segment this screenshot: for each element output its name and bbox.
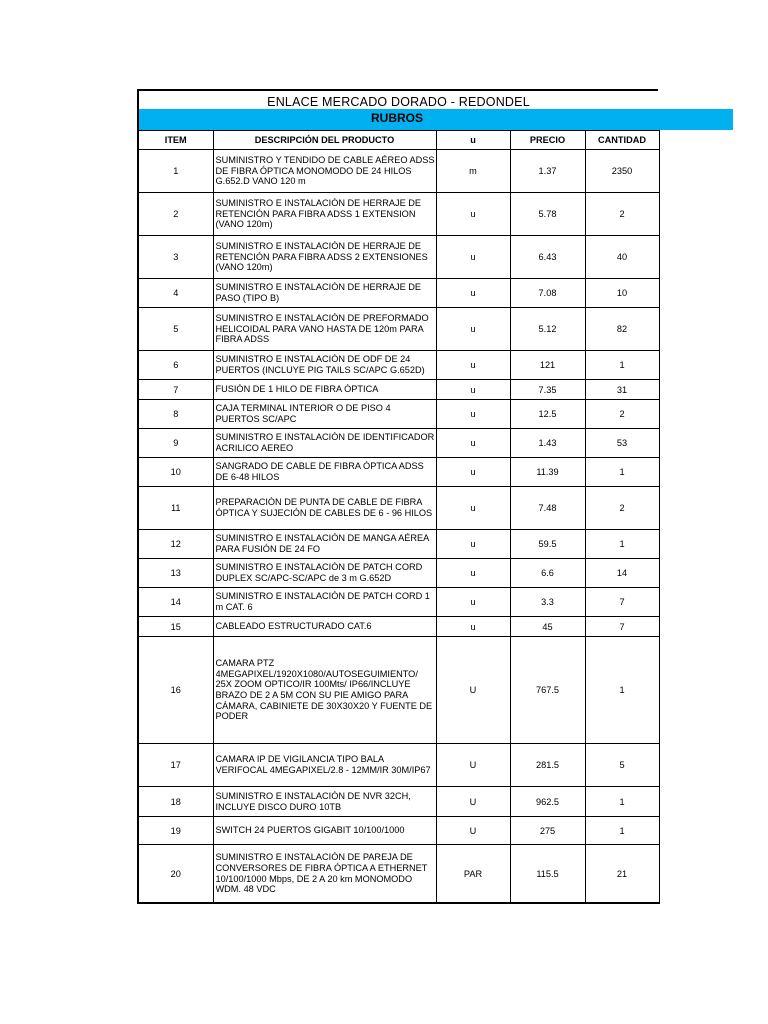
items-table (137, 130, 660, 904)
cell-price: 6.6 (510, 559, 585, 588)
cell-unit: u (436, 588, 510, 617)
table-row (138, 744, 659, 787)
cell-quantity: 31 (585, 380, 659, 400)
description-text: SUMINISTRO E INSTALACIÓN DE HERRAJE DE RETENCIÓN PARA FIBRA ADSS 1 EXTENSION (VANO 120m) (215, 198, 422, 230)
cell-price: 5.12 (510, 308, 585, 351)
table-row (138, 279, 659, 308)
table-row (138, 308, 659, 351)
cell-unit: u (436, 308, 510, 351)
description-text: SANGRADO DE CABLE DE FIBRA ÓPTICA ADSS DE 6-48 HILOS (215, 461, 424, 482)
cell-unit: U (436, 744, 510, 787)
cell-description (213, 588, 436, 617)
cell-quantity: 1 (585, 817, 659, 845)
description-text: SUMINISTRO E INSTALACIÓN DE PATCH CORD DUPLEX SC/APC-SC/APC de 3 m G.652D (215, 562, 423, 583)
header-description: DESCRIPCIÓN DEL PRODUCTO (213, 131, 436, 150)
cell-quantity: 2350 (585, 150, 659, 193)
cell-price: 7.35 (510, 380, 585, 400)
description-text: CABLEADO ESTRUCTURADO CAT.6 (215, 621, 372, 632)
cell-quantity: 21 (585, 845, 659, 904)
price-sheet (137, 89, 658, 904)
cell-item: 13 (138, 559, 213, 588)
cell-price: 121 (510, 351, 585, 380)
description-text: SWITCH 24 PUERTOS GIGABIT 10/100/1000 (215, 825, 405, 836)
description-text: SUMINISTRO E INSTALACIÓN DE PATCH CORD 1 m CAT. 6 (215, 591, 430, 612)
description-text: SUMINISTRO E INSTALACIÓN DE IDENTIFICADOR ACRILICO AEREO (215, 432, 435, 453)
cell-unit: u (436, 458, 510, 487)
cell-price: 45 (510, 617, 585, 637)
header-price: PRECIO (510, 131, 585, 150)
cell-quantity: 82 (585, 308, 659, 351)
table-row (138, 845, 659, 904)
cell-price: 7.48 (510, 487, 585, 530)
cell-quantity: 7 (585, 617, 659, 637)
cell-unit: U (436, 817, 510, 845)
description-text: SUMINISTRO E INSTALACIÓN DE ODF DE 24 PUERTOS (INCLUYE PIG TAILS SC/APC G.652D) (215, 354, 425, 375)
cell-quantity: 1 (585, 787, 659, 817)
description-text: SUMINISTRO E INSTALACIÓN DE NVR 32CH, INCLUYE DISCO DURO 10TB (215, 790, 411, 812)
cell-quantity: 1 (585, 458, 659, 487)
cell-unit: u (436, 559, 510, 588)
cell-description (213, 380, 436, 400)
cell-quantity: 2 (585, 400, 659, 429)
section-bar (137, 109, 733, 130)
table-row (138, 236, 659, 279)
cell-price: 1.37 (510, 150, 585, 193)
cell-price: 11.39 (510, 458, 585, 487)
table-row (138, 530, 659, 559)
cell-quantity: 7 (585, 588, 659, 617)
cell-description (213, 487, 436, 530)
header-item: ITEM (138, 131, 213, 150)
cell-price: 115.5 (510, 845, 585, 904)
cell-price: 7.08 (510, 279, 585, 308)
table-row (138, 429, 659, 458)
table-row (138, 817, 659, 845)
cell-quantity: 14 (585, 559, 659, 588)
cell-price: 281.5 (510, 744, 585, 787)
cell-unit: u (436, 351, 510, 380)
description-text: SUMINISTRO E INSTALACIÓN DE PAREJA DE CONVERSORES DE FIBRA ÓPTICA A ETHERNET 10/100/1000 Mbps, DE 2 A 20 km MONOMODO WDM. 48 VDC (215, 852, 428, 895)
table-row (138, 588, 659, 617)
section-label: RUBROS (370, 111, 423, 125)
table-row (138, 193, 659, 236)
table-row (138, 458, 659, 487)
cell-description (213, 744, 436, 787)
header-unit: u (436, 131, 510, 150)
cell-quantity: 2 (585, 487, 659, 530)
cell-quantity: 1 (585, 637, 659, 744)
cell-description (213, 458, 436, 487)
cell-description (213, 150, 436, 193)
cell-quantity: 40 (585, 236, 659, 279)
cell-description (213, 308, 436, 351)
cell-unit: u (436, 193, 510, 236)
cell-unit: u (436, 617, 510, 637)
cell-description (213, 617, 436, 637)
description-text: CAMARA IP DE VIGILANCIA TIPO BALA VERIFOCAL 4MEGAPIXEL/2.8 - 12MM/IR 30M/IP67 (215, 754, 431, 775)
cell-quantity: 53 (585, 429, 659, 458)
cell-item: 14 (138, 588, 213, 617)
header-row (138, 131, 659, 150)
cell-description (213, 817, 436, 845)
cell-item: 9 (138, 429, 213, 458)
cell-item: 20 (138, 845, 213, 904)
cell-item: 2 (138, 193, 213, 236)
cell-item: 16 (138, 637, 213, 744)
cell-quantity: 2 (585, 193, 659, 236)
cell-unit: U (436, 637, 510, 744)
cell-price: 5.78 (510, 193, 585, 236)
cell-price: 6.43 (510, 236, 585, 279)
table-row (138, 617, 659, 637)
cell-item: 15 (138, 617, 213, 637)
cell-quantity: 1 (585, 530, 659, 559)
table-row (138, 637, 659, 744)
section-header (137, 109, 658, 130)
cell-item: 5 (138, 308, 213, 351)
cell-unit: u (436, 279, 510, 308)
table-row (138, 150, 659, 193)
description-text: FUSIÓN DE 1 HILO DE FIBRA ÓPTICA (215, 384, 379, 395)
cell-price: 12.5 (510, 400, 585, 429)
cell-item: 11 (138, 487, 213, 530)
cell-description (213, 637, 436, 744)
cell-description (213, 193, 436, 236)
cell-quantity: 5 (585, 744, 659, 787)
cell-price: 1.43 (510, 429, 585, 458)
cell-quantity: 1 (585, 351, 659, 380)
cell-item: 4 (138, 279, 213, 308)
cell-unit: u (436, 236, 510, 279)
cell-price: 767.5 (510, 637, 585, 744)
cell-price: 59.5 (510, 530, 585, 559)
table-row (138, 787, 659, 817)
cell-unit: U (436, 787, 510, 817)
cell-description (213, 236, 436, 279)
cell-description (213, 787, 436, 817)
cell-unit: u (436, 400, 510, 429)
sheet-title: ENLACE MERCADO DORADO - REDONDEL (137, 89, 658, 109)
cell-item: 10 (138, 458, 213, 487)
cell-unit: u (436, 429, 510, 458)
table-row (138, 559, 659, 588)
description-text: SUMINISTRO E INSTALACIÓN DE MANGA AÉREA PARA FUSIÓN DE 24 FO (215, 533, 429, 554)
cell-description (213, 400, 436, 429)
cell-item: 18 (138, 787, 213, 817)
cell-unit: u (436, 487, 510, 530)
cell-item: 19 (138, 817, 213, 845)
cell-item: 12 (138, 530, 213, 559)
cell-item: 1 (138, 150, 213, 193)
table-row (138, 351, 659, 380)
header-quantity: CANTIDAD (585, 131, 659, 150)
cell-unit: u (436, 380, 510, 400)
cell-item: 6 (138, 351, 213, 380)
cell-description (213, 279, 436, 308)
cell-price: 962.5 (510, 787, 585, 817)
cell-unit: PAR (436, 845, 510, 904)
cell-description (213, 530, 436, 559)
description-text: SUMINISTRO E INSTALACIÓN DE PREFORMADO HELICOIDAL PARA VANO HASTA DE 120m PARA FIBRA ADSS (215, 313, 429, 345)
table-row (138, 400, 659, 429)
description-text: SUMINISTRO E INSTALACIÓN DE HERRAJE DE RETENCIÓN PARA FIBRA ADSS 2 EXTENSIONES (VANO 120m) (215, 241, 428, 273)
table-row (138, 487, 659, 530)
cell-unit: u (436, 530, 510, 559)
description-text: CAJA TERMINAL INTERIOR O DE PISO 4 PUERTOS SC/APC (215, 403, 391, 424)
cell-item: 17 (138, 744, 213, 787)
cell-description (213, 351, 436, 380)
cell-description (213, 559, 436, 588)
cell-price: 3.3 (510, 588, 585, 617)
cell-description (213, 429, 436, 458)
description-text: SUMINISTRO Y TENDIDO DE CABLE AÉREO ADSS DE FIBRA ÓPTICA MONOMODO DE 24 HILOS G.652.D VANO 120 m (215, 155, 435, 187)
cell-item: 8 (138, 400, 213, 429)
table-body (138, 150, 659, 904)
description-text: PREPARACIÓN DE PUNTA DE CABLE DE FIBRA ÓPTICA Y SUJECIÓN DE CABLES DE 6 - 96 HILOS (215, 497, 433, 518)
cell-unit: m (436, 150, 510, 193)
description-text: SUMINISTRO E INSTALACIÓN DE HERRAJE DE PASO (TIPO B) (215, 282, 422, 303)
cell-description (213, 845, 436, 904)
cell-price: 275 (510, 817, 585, 845)
table-row (138, 380, 659, 400)
description-text: CAMARA PTZ 4MEGAPIXEL/1920X1080/AUTOSEGUIMIENTO/ 25X ZOOM OPTICO/IR 100Mts/ IP66/INCLUYE BRAZO DE 2 A 5M CON SU PIE AMIGO PARA CÁMARA, CABINIETE DE 30X30X20 Y FUENTE DE PODER (215, 658, 433, 722)
cell-item: 7 (138, 380, 213, 400)
cell-quantity: 10 (585, 279, 659, 308)
cell-item: 3 (138, 236, 213, 279)
